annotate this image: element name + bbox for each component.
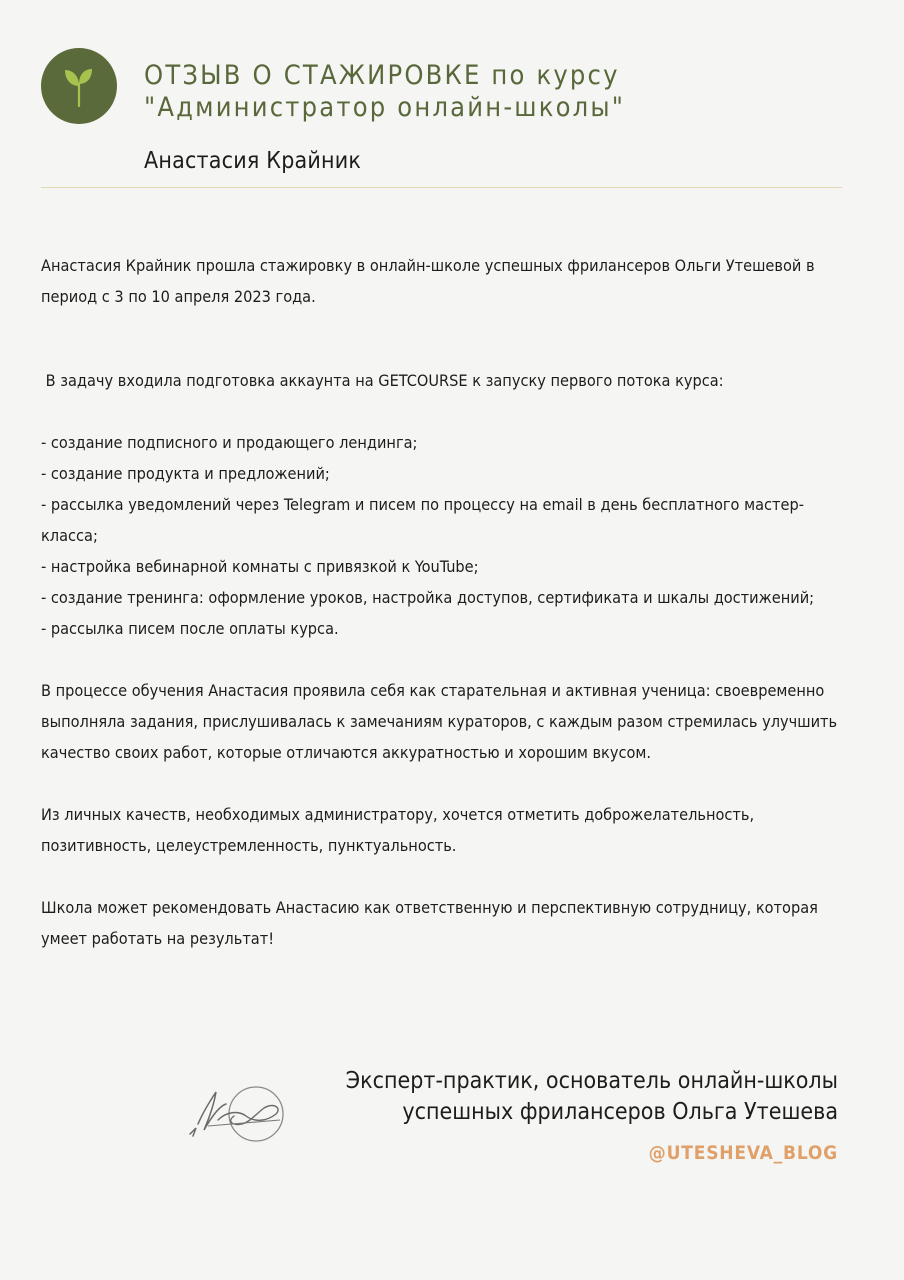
task-item: - создание продукта и предложений; <box>41 464 330 483</box>
task-item: - рассылка писем после оплаты курса. <box>41 619 339 638</box>
signature-line: успешных фрилансеров Ольга Утешева <box>402 1099 838 1125</box>
signature-line: Эксперт-практик, основатель онлайн-школы <box>345 1068 838 1094</box>
divider <box>41 187 842 188</box>
progress-paragraph: В процессе обучения Анастасия проявила себя как старательная и активная ученица: своевременно выполняла задания, прислушивалась к замечаниям кураторов, с каждым разом стремилась улучшить качество своих работ, которые отличаются аккуратностью и хорошим вкусом. <box>41 681 838 762</box>
page-title: ОТЗЫВ О СТАЖИРОВКЕ по курсу "Администратор онлайн-школы" <box>144 60 626 123</box>
blog-handle: @UTESHEVA_BLOG <box>648 1142 838 1164</box>
task-item: - создание тренинга: оформление уроков, настройка доступов, сертификата и шкалы достижений; <box>41 588 815 607</box>
intern-name: Анастасия Крайник <box>144 148 362 174</box>
intro-paragraph: Анастасия Крайник прошла стажировку в онлайн-школе успешных фрилансеров Ольги Утешевой в период с 3 по 10 апреля 2023 года. <box>41 256 815 306</box>
task-item: - рассылка уведомлений через Telegram и писем по процессу на email в день бесплатного мастер-класса; <box>41 495 804 545</box>
letter-body <box>41 250 851 954</box>
qualities-paragraph: Из личных качеств, необходимых администратору, хочется отметить доброжелательность, позитивность, целеустремленность, пунктуальность. <box>41 805 755 855</box>
tasks-intro: В задачу входила подготовка аккаунта на GETCOURSE к запуску первого потока курса: <box>41 371 724 390</box>
task-item: - создание подписного и продающего лендинга; <box>41 433 418 452</box>
task-item: - настройка вебинарной комнаты с привязкой к YouTube; <box>41 557 479 576</box>
logo-badge <box>41 48 117 124</box>
recommendation-paragraph: Школа может рекомендовать Анастасию как ответственную и перспективную сотрудницу, которая умеет работать на результат! <box>41 898 818 948</box>
sprout-icon <box>59 62 99 110</box>
handwritten-signature <box>186 1076 290 1146</box>
signature-block <box>346 1066 838 1128</box>
